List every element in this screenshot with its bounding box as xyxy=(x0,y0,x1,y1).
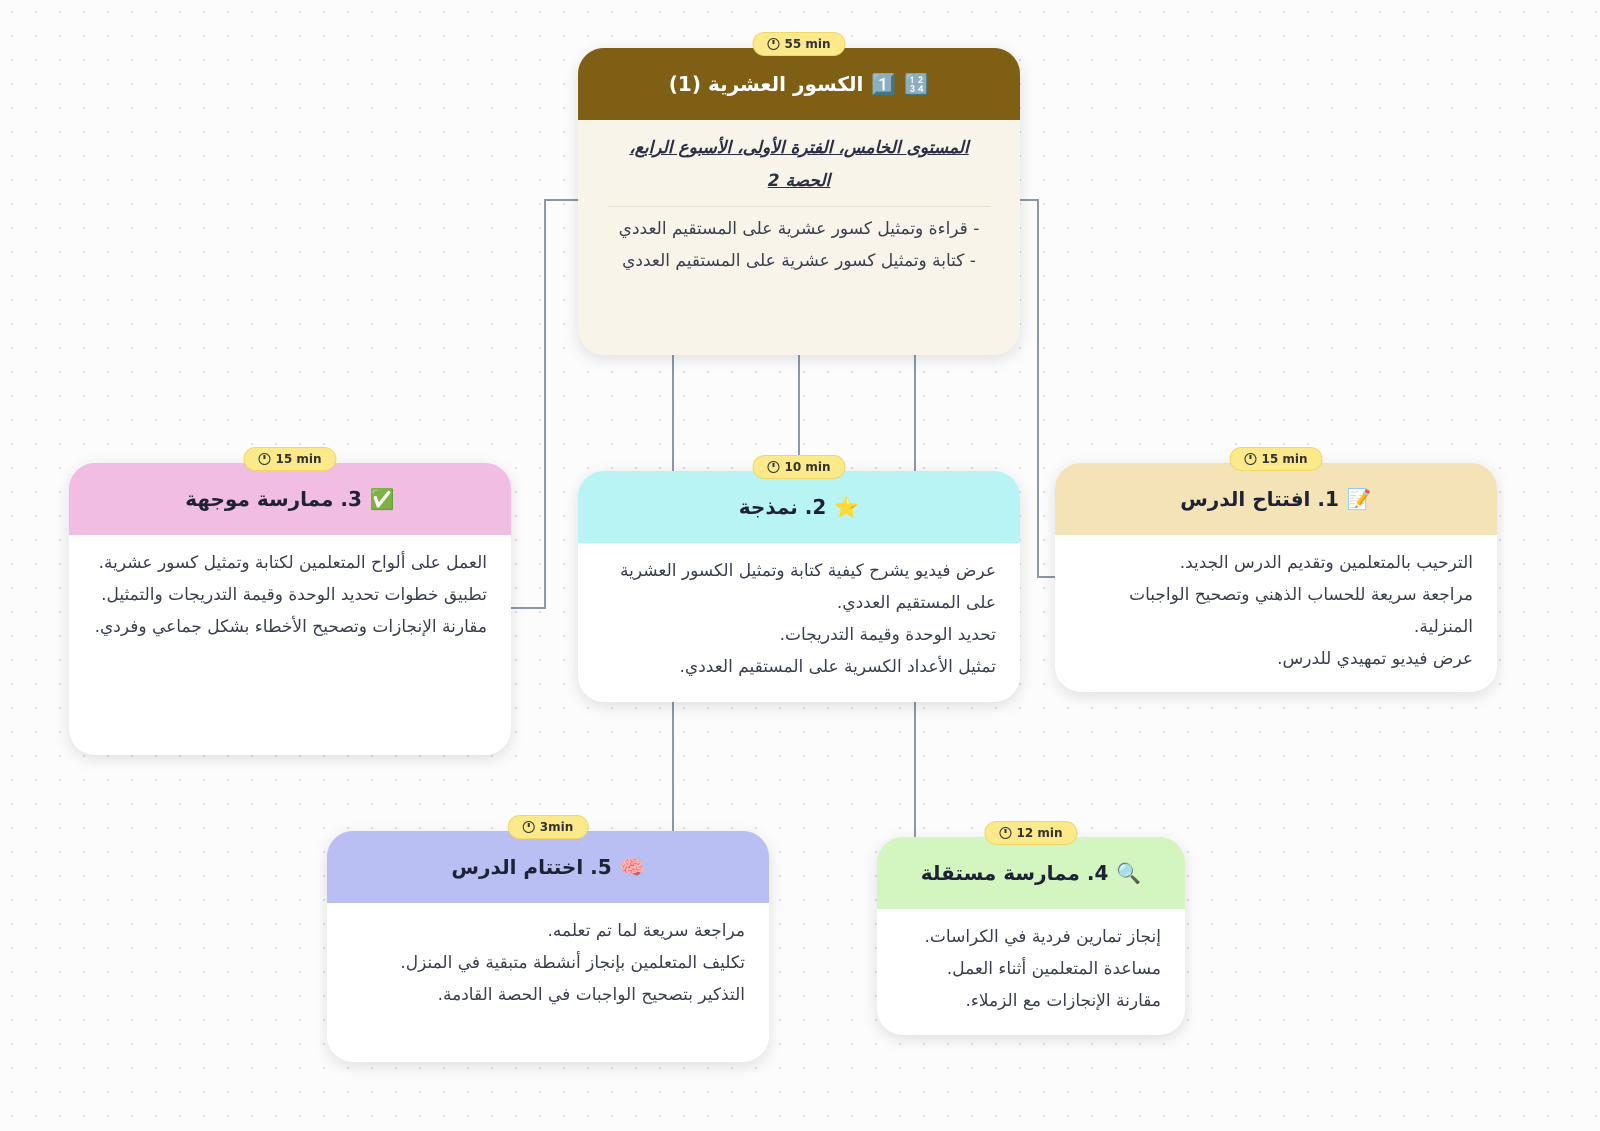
root-line: - قراءة وتمثيل كسور عشرية على المستقيم العددي xyxy=(618,219,980,239)
connector xyxy=(1037,199,1039,578)
connector xyxy=(914,700,916,838)
step-title: 3. ممارسة موجهة xyxy=(185,487,362,511)
step-line: مقارنة الإنجازات وتصحيح الأخطاء بشكل جماعي وفردي. xyxy=(94,617,487,637)
root-body xyxy=(578,120,1020,289)
duration-badge xyxy=(1229,447,1322,471)
duration-text: 15 min xyxy=(275,452,322,466)
step-emoji-icon: ✅ xyxy=(369,487,395,511)
step-title: 4. ممارسة مستقلة xyxy=(920,861,1109,885)
clock-icon xyxy=(258,453,270,465)
step-line: مراجعة سريعة لما تم تعلمه. xyxy=(547,921,745,941)
duration-badge xyxy=(752,32,845,56)
root-subtitle: المستوى الخامس، الفترة الأولى، الأسبوع الرابع، الحصة 2 xyxy=(608,132,990,207)
step-card-2[interactable] xyxy=(578,460,1020,702)
connector xyxy=(672,700,674,832)
root-line: - كتابة وتمثيل كسور عشرية على المستقيم العددي xyxy=(622,251,976,271)
connector xyxy=(672,354,674,472)
step-header xyxy=(69,463,511,535)
connector xyxy=(511,607,546,609)
connector xyxy=(914,354,916,472)
step-line: العمل على ألواح المتعلمين لكتابة وتمثيل كسور عشرية. xyxy=(98,553,487,573)
step-card-3[interactable] xyxy=(69,452,511,755)
clock-icon xyxy=(767,461,779,473)
step-line: عرض فيديو يشرح كيفية كتابة وتمثيل الكسور العشرية على المستقيم العددي. xyxy=(619,561,996,613)
duration-badge xyxy=(984,821,1077,845)
duration-text: 3min xyxy=(539,820,574,834)
clock-icon xyxy=(523,821,535,833)
step-line: تطبيق خطوات تحديد الوحدة وقيمة التدريجات والتمثيل. xyxy=(101,585,487,605)
duration-badge xyxy=(508,815,589,839)
step-header xyxy=(1055,463,1497,535)
step-card-4[interactable] xyxy=(877,826,1185,1035)
step-line: تكليف المتعلمين بإنجاز أنشطة متبقية في المنزل. xyxy=(400,953,745,973)
connector xyxy=(545,199,578,201)
connector xyxy=(1037,576,1055,578)
clock-icon xyxy=(1244,453,1256,465)
step-emoji-icon: 🔍 xyxy=(1116,861,1142,885)
clock-icon xyxy=(767,38,779,50)
step-card-5[interactable] xyxy=(327,820,769,1062)
step-line: عرض فيديو تمهيدي للدرس. xyxy=(1277,649,1473,669)
root-title: الكسور العشرية (1) xyxy=(668,72,864,96)
step-card-1[interactable] xyxy=(1055,452,1497,692)
step-header xyxy=(327,831,769,903)
clock-icon xyxy=(999,827,1011,839)
numbers-icon: 🔢 xyxy=(904,72,930,96)
step-title: 5. اختتام الدرس xyxy=(451,855,612,879)
root-header xyxy=(578,48,1020,120)
step-body xyxy=(327,903,769,1027)
step-header xyxy=(578,471,1020,543)
step-header xyxy=(877,837,1185,909)
step-line: التذكير بتصحيح الواجبات في الحصة القادمة. xyxy=(437,985,745,1005)
connector xyxy=(544,199,546,609)
duration-text: 12 min xyxy=(1016,826,1063,840)
step-body xyxy=(1055,535,1497,691)
step-line: مقارنة الإنجازات مع الزملاء. xyxy=(965,991,1161,1011)
step-body xyxy=(578,543,1020,699)
duration-text: 15 min xyxy=(1261,452,1308,466)
step-line: الترحيب بالمتعلمين وتقديم الدرس الجديد. xyxy=(1179,553,1473,573)
step-emoji-icon: ⭐ xyxy=(834,495,860,519)
duration-badge xyxy=(243,447,336,471)
step-line: مساعدة المتعلمين أثناء العمل. xyxy=(946,959,1161,979)
step-title: 2. نمذجة xyxy=(738,495,827,519)
step-body xyxy=(877,909,1185,1033)
step-title: 1. افتتاح الدرس xyxy=(1180,487,1339,511)
step-emoji-icon: 🧠 xyxy=(619,855,645,879)
step-body xyxy=(69,535,511,659)
root-node[interactable] xyxy=(578,37,1020,355)
step-line: تحديد الوحدة وقيمة التدريجات. xyxy=(779,625,996,645)
step-emoji-icon: 📝 xyxy=(1346,487,1372,511)
step-line: تمثيل الأعداد الكسرية على المستقيم العددي. xyxy=(679,657,996,677)
duration-badge xyxy=(752,455,845,479)
step-line: مراجعة سريعة للحساب الذهني وتصحيح الواجبات المنزلية. xyxy=(1129,585,1473,637)
step-line: إنجاز تمارين فردية في الكراسات. xyxy=(924,927,1161,947)
duration-text: 10 min xyxy=(784,460,831,474)
duration-text: 55 min xyxy=(784,37,831,51)
one-icon: 1️⃣ xyxy=(871,72,897,96)
